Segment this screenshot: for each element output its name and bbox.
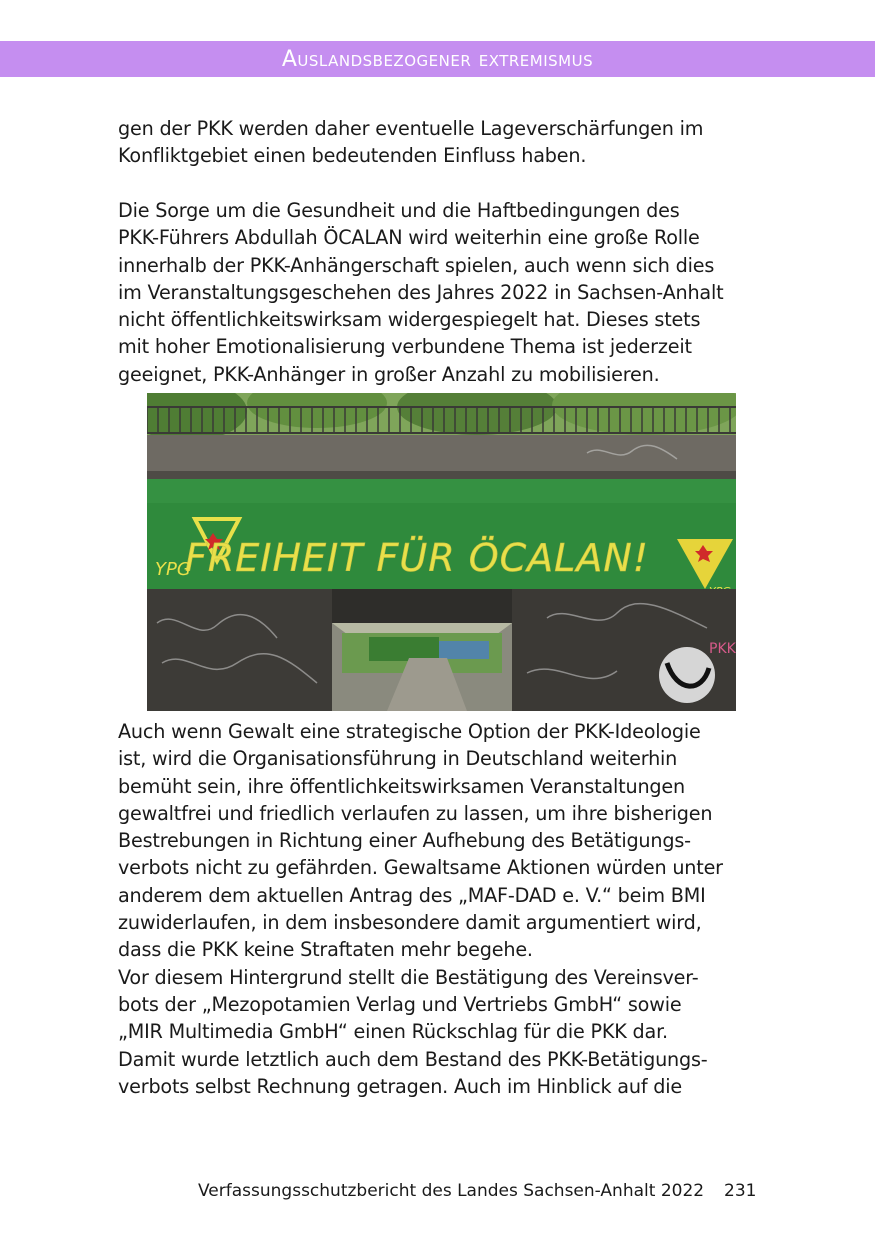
text-line: ist, wird die Organisationsführung in Deutschland weiterhin xyxy=(118,747,678,771)
page-number: 231 xyxy=(724,1181,757,1201)
graffiti-tag-left: YPG xyxy=(155,559,191,580)
text-line: verbots selbst Rechnung getragen. Auch im Hinblick auf die xyxy=(118,1074,682,1098)
text-line: dass die PKK keine Straftaten mehr begehe. xyxy=(118,938,533,962)
text-line: bots der „Mezopotamien Verlag und Vertriebs GmbH“ sowie xyxy=(118,992,682,1016)
text-line: gen der PKK werden daher eventuelle Lageverschärfungen im xyxy=(118,117,704,140)
graffiti-slogan: FREIHEIT FÜR ÖCALAN! xyxy=(185,536,649,580)
page-footer xyxy=(0,1181,875,1207)
text-line: Bestrebungen in Richtung einer Aufhebung des Betätigungs- xyxy=(118,829,691,853)
text-line: Damit wurde letztlich auch dem Bestand des PKK-Betätigungs- xyxy=(118,1047,708,1071)
graffiti-tag-wall: PKK xyxy=(709,641,736,657)
text-line: gewaltfrei und friedlich verlaufen zu lassen, um ihre bisherigen xyxy=(118,801,713,825)
underpass-graffiti-photo xyxy=(147,393,736,711)
text-line: verbots nicht zu gefährden. Gewaltsame Aktionen würden unter xyxy=(118,856,723,880)
paragraph-1 xyxy=(118,115,758,170)
text-line: Vor diesem Hintergrund stellt die Bestätigung des Vereinsver- xyxy=(118,965,699,989)
text-line: PKK-Führers Abdullah ÖCALAN wird weiterhin eine große Rolle xyxy=(118,226,700,250)
text-line: bemüht sein, ihre öffentlichkeitswirksamen Veranstaltungen xyxy=(118,774,685,798)
paragraph-3 xyxy=(118,718,758,1100)
text-line: im Veranstaltungsgeschehen des Jahres 2022 in Sachsen-Anhalt xyxy=(118,280,724,304)
text-line: geeignet, PKK-Anhänger in großer Anzahl zu mobilisieren. xyxy=(118,362,660,386)
text-line: nicht öffentlichkeitswirksam widergespiegelt hat. Dieses stets xyxy=(118,308,701,332)
text-line: Auch wenn Gewalt eine strategische Option der PKK-Ideologie xyxy=(118,720,701,743)
text-line: „MIR Multimedia GmbH“ einen Rückschlag für die PKK dar. xyxy=(118,1020,668,1044)
text-line: innerhalb der PKK-Anhängerschaft spielen, auch wenn sich dies xyxy=(118,253,715,277)
text-line: mit hoher Emotionalisierung verbundene Thema ist jederzeit xyxy=(118,335,692,359)
text-line: Die Sorge um die Gesundheit und die Haftbedingungen des xyxy=(118,199,680,222)
paragraph-2 xyxy=(118,197,758,388)
text-line: anderem dem aktuellen Antrag des „MAF-DAD e. V.“ beim BMI xyxy=(118,883,706,907)
section-title: Auslandsbezogener extremismus xyxy=(281,47,594,72)
text-line: zuwiderlaufen, in dem insbesondere damit argumentiert wird, xyxy=(118,911,702,935)
text-line: Konfliktgebiet einen bedeutenden Einfluss haben. xyxy=(118,144,587,168)
footer-source: Verfassungsschutzbericht des Landes Sachsen-Anhalt 2022 xyxy=(198,1181,705,1201)
